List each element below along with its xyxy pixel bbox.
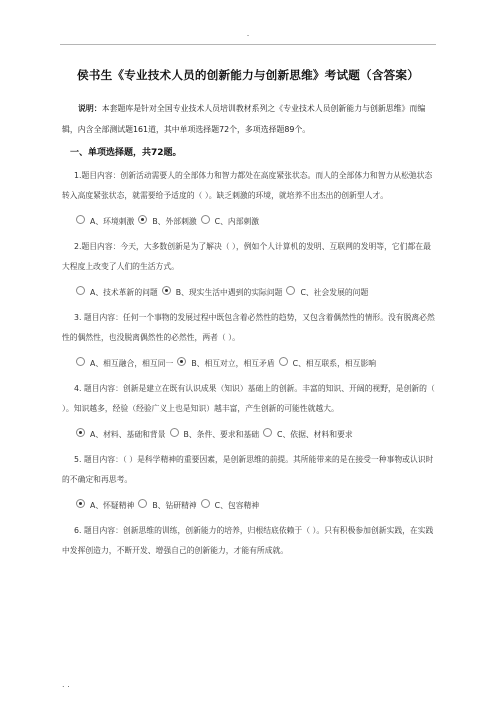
answer-option[interactable] xyxy=(76,428,166,442)
option-label: C、包容精神 xyxy=(214,501,260,510)
radio-checked-icon[interactable] xyxy=(162,286,171,295)
section-heading: 一、单项选择题，共72题。 xyxy=(70,148,182,158)
header-mark: . xyxy=(246,29,250,38)
answer-option[interactable] xyxy=(76,215,134,229)
radio-unchecked-icon[interactable] xyxy=(76,357,85,366)
option-label: A、怀疑精神 xyxy=(90,501,135,510)
answer-option[interactable] xyxy=(201,499,259,513)
answer-option[interactable] xyxy=(177,357,274,371)
option-label: C、相互联系，相互影响 xyxy=(292,359,377,368)
answer-options xyxy=(76,286,436,300)
option-label: B、条件、要求和基础 xyxy=(183,430,260,439)
answer-option[interactable] xyxy=(162,286,283,300)
answer-option[interactable] xyxy=(76,286,158,300)
radio-unchecked-icon[interactable] xyxy=(170,428,179,437)
radio-checked-icon[interactable] xyxy=(138,215,147,224)
answer-option[interactable] xyxy=(138,499,196,513)
option-label: B、现实生活中遇到的实际问题 xyxy=(175,288,283,297)
option-label: C、内部刺激 xyxy=(214,217,260,226)
question-text: 6. 题目内容：创新思维的训练，创新能力的培养，归根结底依赖于（ ）。只有积极参加创新实践，在实践中发挥创造力，不断开发、增强自己的创新能力，才能有所成就。 xyxy=(62,526,434,555)
radio-unchecked-icon[interactable] xyxy=(201,499,210,508)
answer-options xyxy=(76,215,436,229)
question-text: 4. 题目内容：创新是建立在既有认识成果（知识）基础上的创新。丰富的知识、开阔的视野，是创新的（ ）。知识越多，经验（经验广义上也是知识）越丰富，产生创新的可能性就越大。 xyxy=(62,384,435,413)
radio-checked-icon[interactable] xyxy=(76,499,85,508)
answer-option[interactable] xyxy=(286,286,368,300)
radio-unchecked-icon[interactable] xyxy=(279,357,288,366)
radio-unchecked-icon[interactable] xyxy=(76,286,85,295)
question-text: 3. 题目内容：任何一个事物的发展过程中既包含着必然性的趋势，又包含着偶然性的情形。没有脱离必然性的偶然性，也没脱离偶然性的必然性，两者（ ）。 xyxy=(62,313,435,342)
question-text: 2.题目内容：今天，大多数创新是为了解决（ ），例如个人计算机的发明、互联网的发明等，它们都在最大程度上改变了人们的生活方式。 xyxy=(62,242,431,271)
option-label: A、材料、基础和背景 xyxy=(90,430,166,439)
answer-option[interactable] xyxy=(279,357,376,371)
radio-checked-icon[interactable] xyxy=(177,357,186,366)
footer-mark: . . xyxy=(62,680,70,689)
header-rule xyxy=(60,44,436,45)
radio-unchecked-icon[interactable] xyxy=(138,499,147,508)
option-label: B、钻研精神 xyxy=(152,501,197,510)
radio-unchecked-icon[interactable] xyxy=(76,215,85,224)
intro-paragraph xyxy=(62,98,436,140)
answer-options xyxy=(76,428,436,442)
option-label: C、社会发展的问题 xyxy=(300,288,369,297)
option-label: A、技术革新的问题 xyxy=(90,288,158,297)
answer-option[interactable] xyxy=(76,499,134,513)
radio-unchecked-icon[interactable] xyxy=(201,215,210,224)
question-list xyxy=(62,166,436,560)
option-label: B、相互对立，相互矛盾 xyxy=(191,359,275,368)
option-label: B、外部刺激 xyxy=(152,217,197,226)
answer-option[interactable] xyxy=(138,215,196,229)
radio-unchecked-icon[interactable] xyxy=(286,286,295,295)
answer-option[interactable] xyxy=(170,428,260,442)
question-text: 1.题目内容：创新活动需要人的全部体力和智力都处在高度紧张状态。而人的全部体力和智力从松弛状态转入高度紧张状态，就需要给予适度的（ ）。缺乏刺激的环境，就培养不出杰出的创新型人才。 xyxy=(62,171,433,200)
answer-options xyxy=(76,499,436,513)
option-label: A、相互融合，相互同一 xyxy=(90,359,174,368)
answer-option[interactable] xyxy=(263,428,353,442)
answer-option[interactable] xyxy=(201,215,259,229)
intro-text: 本套题库是针对全国专业技术人员培训教材系列之《专业技术人员创新能力与创新思维》而编辑，内含全部测试题161道，其中单项选择题72个，多项选择题89个。 xyxy=(62,104,426,134)
answer-option[interactable] xyxy=(76,357,173,371)
radio-checked-icon[interactable] xyxy=(76,428,85,437)
option-label: C、依据、材料和要求 xyxy=(277,430,353,439)
question-text: 5. 题目内容：（ ）是科学精神的重要因素，是创新思维的前提。其所能带来的是在接受一种事物或认识时的不确定和再思考。 xyxy=(62,455,434,484)
intro-label: 说明： xyxy=(78,104,102,113)
answer-options xyxy=(76,357,436,371)
document-body xyxy=(62,98,436,560)
option-label: A、环境刺激 xyxy=(90,217,135,226)
page-title: 侯书生《专业技术人员的创新能力与创新思维》考试题（含答案） xyxy=(76,68,420,82)
radio-unchecked-icon[interactable] xyxy=(263,428,272,437)
